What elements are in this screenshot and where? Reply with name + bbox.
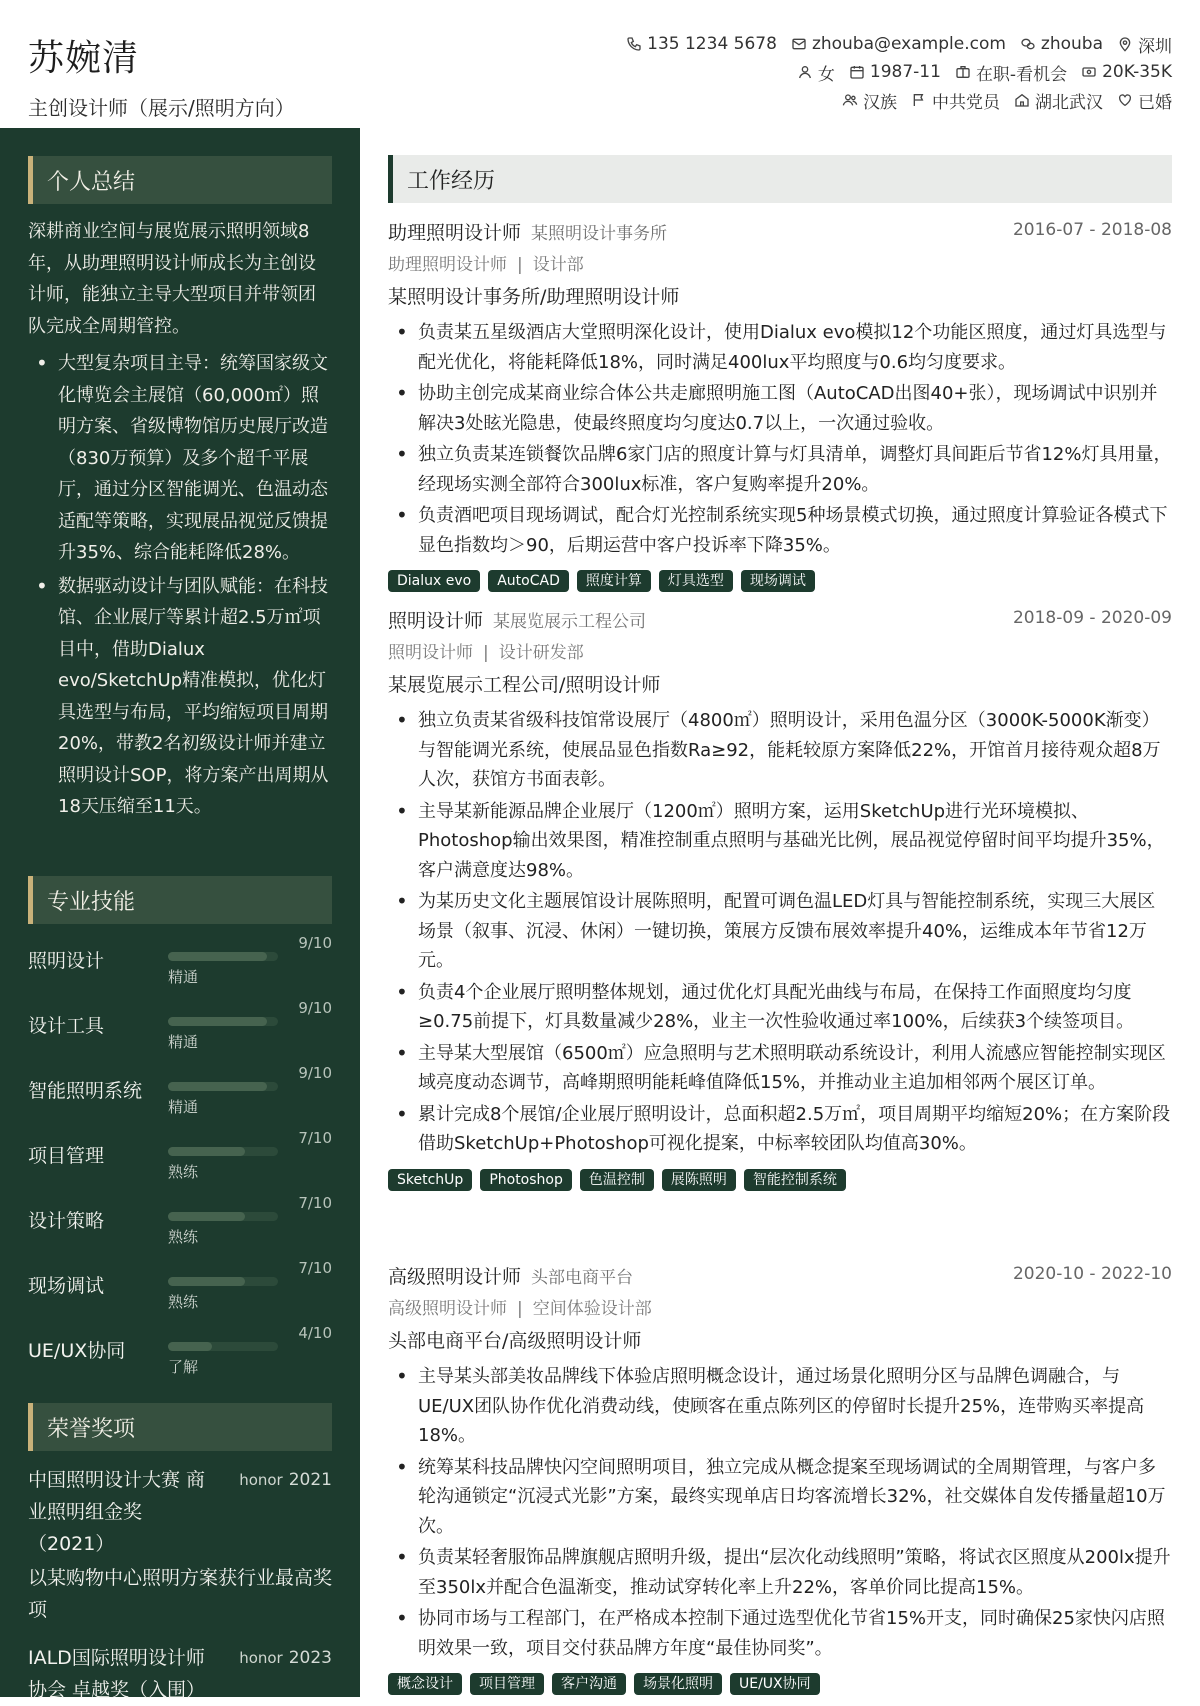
job-role: 照明设计师 <box>388 643 473 663</box>
skill-tag: 概念设计 <box>388 1673 462 1695</box>
job-header <box>388 218 1172 248</box>
job-role: 助理照明设计师 <box>388 255 507 275</box>
award-tag: honor <box>239 1471 283 1489</box>
skill-level: 精通 <box>168 968 199 986</box>
summary-heading: 个人总结 <box>28 156 332 204</box>
summary-point: • 大型复杂项目主导：统筹国家级文化博览会主展馆（60,000㎡）照明方案、省级博物馆历史展厅改造（830万预算）及多个超千平展厅，通过分区智能调光、色温动态适配等策略，实现展品视觉反馈提升35%、综合能耗降低28%。 <box>28 348 332 569</box>
resume-header <box>0 0 1200 128</box>
skill-tag: Dialux evo <box>388 570 480 592</box>
job-company: 某照明设计事务所 <box>531 224 668 244</box>
skill-tag: 场景化照明 <box>634 1673 722 1695</box>
skill-tag: Photoshop <box>480 1169 572 1191</box>
mail-icon <box>791 36 807 52</box>
skill-bar-fill <box>168 1277 245 1286</box>
work-experience-heading: 工作经历 <box>388 155 1172 203</box>
job-bullet: • 负责某五星级酒店大堂照明深化设计，使用Dialux evo模拟12个功能区照度，通过灯具选型与配光优化，将能耗降低18%，同时满足400lux平均照度与0.6均匀度要求。 <box>388 318 1172 377</box>
skill-tag: 色温控制 <box>580 1169 654 1191</box>
skill-tag: 项目管理 <box>470 1673 544 1695</box>
job-bullet: • 独立负责某连锁餐饮品牌6家门店的照度计算与灯具清单，调整灯具间距后节省12%灯具用量，经现场实测全部符合300lux标准，客户复购率提升20%。 <box>388 440 1172 499</box>
skill-bar-fill <box>168 1082 267 1091</box>
job-bullet: • 累计完成8个展馆/企业展厅照明设计，总面积超2.5万㎡，项目周期平均缩短20%；在方案阶段借助SketchUp+Photoshop可视化提案，中标率较团队均值高30%。 <box>388 1100 1172 1159</box>
job-title: 高级照明设计师 <box>388 1266 522 1288</box>
job-header <box>388 606 1172 636</box>
skill-tag: SketchUp <box>388 1169 472 1191</box>
candidate-name: 苏婉清 <box>28 38 140 79</box>
job-bullets <box>388 318 1172 560</box>
party-item <box>911 88 1000 113</box>
job-header <box>388 1262 1172 1292</box>
skill-tag: 客户沟通 <box>552 1673 626 1695</box>
skill-level: 了解 <box>168 1358 199 1376</box>
skill-tag: 照度计算 <box>577 570 651 592</box>
skill-bar <box>168 952 278 961</box>
job-bullet: • 协同市场与工程部门，在严格成本控制下通过选型优化节省15%开支，同时确保25家快闪店照明效果一致，项目交付获品牌方年度“最佳协同奖”。 <box>388 1604 1172 1663</box>
job-tags <box>388 570 1172 592</box>
briefcase-icon <box>955 64 971 80</box>
ethnicity-text: 汉族 <box>863 92 897 113</box>
skill-score: 9/10 <box>298 934 332 952</box>
job-company: 头部电商平台 <box>531 1268 634 1288</box>
status-item <box>955 60 1067 85</box>
job-title: 助理照明设计师 <box>388 222 522 244</box>
job-bullet: • 为某历史文化主题展馆设计展陈照明，配置可调色温LED灯具与智能控制系统，实现三大展区场景（叙事、沉浸、休闲）一键切换，策展方反馈布展效率提升40%，运维成本年节省12万元。 <box>388 887 1172 976</box>
skill-item <box>28 1259 332 1319</box>
job-bullet: • 负责某轻奢服饰品牌旗舰店照明升级，提出“层次化动线照明”策略，将试衣区照度从200lx提升至350lx并配合色温渐变，推动试穿转化率上升22%，客单价同比提高15%。 <box>388 1543 1172 1602</box>
job-bullet: • 负责酒吧项目现场调试，配合灯光控制系统实现5种场景模式切换，通过照度计算验证各模式下显色指数均＞90，后期运营中客户投诉率下降35%。 <box>388 501 1172 560</box>
job-entry <box>388 218 1172 592</box>
location-item <box>1117 32 1172 57</box>
salary-item <box>1081 62 1172 82</box>
skill-tag: 现场调试 <box>741 570 815 592</box>
job-bullet: • 负责4个企业展厅照明整体规划，通过优化灯具配光曲线与布局，在保持工作面照度均匀度≥0.75前提下，灯具数量减少28%，业主一次性验收通过率100%，后续获3个续签项目。 <box>388 978 1172 1037</box>
gender-item <box>797 60 835 85</box>
job-separator: | <box>517 1299 523 1319</box>
skill-score: 7/10 <box>298 1259 332 1277</box>
skill-item <box>28 1129 332 1189</box>
contact-row-1 <box>612 30 1172 58</box>
skill-name: 现场调试 <box>28 1275 105 1297</box>
skill-bar-fill <box>168 1212 245 1221</box>
marital-item <box>1117 88 1172 113</box>
email-item <box>791 34 1006 54</box>
job-org: 某展览展示工程公司/照明设计师 <box>388 674 661 696</box>
wechat-icon <box>1020 36 1036 52</box>
skill-score: 9/10 <box>298 1064 332 1082</box>
award-item <box>28 1642 332 1706</box>
calendar-icon <box>849 64 865 80</box>
award-year: 2021 <box>288 1470 332 1490</box>
skills-heading: 专业技能 <box>28 876 332 924</box>
award-item <box>28 1464 332 1626</box>
skill-level: 熟练 <box>168 1228 199 1246</box>
home-icon <box>1014 92 1030 108</box>
heart-icon <box>1117 92 1133 108</box>
skill-bar <box>168 1147 278 1156</box>
job-bullets <box>388 1362 1172 1663</box>
skill-name: UE/UX协同 <box>28 1340 126 1362</box>
wechat-text: zhouba <box>1040 34 1103 54</box>
award-meta <box>239 1642 332 1674</box>
salary-icon <box>1081 64 1097 80</box>
skill-bar-fill <box>168 1017 267 1026</box>
skill-score: 7/10 <box>298 1129 332 1147</box>
skill-name: 设计工具 <box>28 1015 105 1037</box>
skill-name: 设计策略 <box>28 1210 105 1232</box>
skill-bar <box>168 1082 278 1091</box>
skill-bar-fill <box>168 1342 212 1351</box>
summary-points <box>28 348 332 825</box>
contact-row-3 <box>612 86 1172 114</box>
birth-text: 1987-11 <box>869 62 941 82</box>
job-date: 2020-10 - 2022-10 <box>1012 1264 1172 1284</box>
party-text: 中共党员 <box>932 92 1000 113</box>
skill-tag: AutoCAD <box>488 570 569 592</box>
person-icon <box>797 64 813 80</box>
job-bullet: • 主导某新能源品牌企业展厅（1200㎡）照明方案，运用SketchUp进行光环境模拟、Photoshop输出效果图，精准控制重点照明与基础光比例，展品视觉停留时间平均提升35%，客户满意度达98%。 <box>388 797 1172 886</box>
job-tags <box>388 1169 1172 1191</box>
job-dept-line <box>388 638 1172 668</box>
skill-tag: 智能控制系统 <box>744 1169 846 1191</box>
phone-text: 135 1234 5678 <box>647 34 777 54</box>
job-date: 2018-09 - 2020-09 <box>1012 608 1172 628</box>
skill-score: 4/10 <box>298 1324 332 1342</box>
ethnicity-icon <box>842 92 858 108</box>
skill-item <box>28 1064 332 1124</box>
skill-level: 熟练 <box>168 1163 199 1181</box>
ethnicity-item <box>842 88 897 113</box>
award-meta <box>239 1464 332 1496</box>
hometown-text: 湖北武汉 <box>1035 92 1103 113</box>
job-bullet: • 协助主创完成某商业综合体公共走廊照明施工图（AutoCAD出图40+张），现场调试中识别并解决3处眩光隐患，使最终照度均匀度达0.7以上，一次通过验收。 <box>388 379 1172 438</box>
skill-tag: 展陈照明 <box>662 1169 736 1191</box>
skill-tag: 灯具选型 <box>659 570 733 592</box>
skill-name: 项目管理 <box>28 1145 105 1167</box>
location-text: 深圳 <box>1138 36 1172 57</box>
job-org: 某照明设计事务所/助理照明设计师 <box>388 286 680 308</box>
skill-tag: UE/UX协同 <box>730 1673 820 1695</box>
award-title: 中国照明设计大赛 商业照明组金奖（2021） <box>28 1469 206 1555</box>
job-dept: 设计研发部 <box>498 643 584 663</box>
award-tag: honor <box>239 1649 283 1667</box>
skill-item <box>28 1324 332 1384</box>
skill-score: 9/10 <box>298 999 332 1017</box>
gender-text: 女 <box>817 64 835 85</box>
phone-item <box>626 34 777 54</box>
job-tags <box>388 1673 1172 1695</box>
skill-bar-fill <box>168 952 267 961</box>
job-company: 某展览展示工程公司 <box>493 612 647 632</box>
skill-bar <box>168 1277 278 1286</box>
job-dept-line <box>388 1294 1172 1324</box>
job-entry <box>388 1262 1172 1695</box>
contact-info <box>612 30 1172 114</box>
summary-text: 深耕商业空间与展览展示照明领域8年，从助理照明设计师成长为主创设计师，能独立主导大型项目并带领团队完成全周期管控。 <box>28 221 316 337</box>
salary-text: 20K-35K <box>1102 62 1172 82</box>
skill-score: 7/10 <box>298 1194 332 1212</box>
wechat-item <box>1020 34 1103 54</box>
candidate-subtitle: 主创设计师（展示/照明方向） <box>28 96 295 120</box>
award-year: 2023 <box>288 1648 332 1668</box>
skill-item <box>28 1194 332 1254</box>
skill-bar <box>168 1212 278 1221</box>
status-text: 在职-看机会 <box>975 64 1068 85</box>
job-separator: | <box>483 643 489 663</box>
job-bullet: • 主导某头部美妆品牌线下体验店照明概念设计，通过场景化照明分区与品牌色调融合，与UE/UX团队协作优化消费动线，使顾客在重点陈列区的停留时长提升25%，连带购买率提高18%。 <box>388 1362 1172 1451</box>
location-icon <box>1117 36 1133 52</box>
awards-heading: 荣誉奖项 <box>28 1403 332 1451</box>
job-separator: | <box>517 255 523 275</box>
skill-name: 智能照明系统 <box>28 1080 143 1102</box>
hometown-item <box>1014 88 1103 113</box>
award-title: IALD国际照明设计师协会 卓越奖（入围） <box>28 1647 206 1701</box>
job-date: 2016-07 - 2018-08 <box>1012 220 1172 240</box>
contact-row-2 <box>612 58 1172 86</box>
marital-text: 已婚 <box>1138 92 1172 113</box>
job-dept: 设计部 <box>532 255 584 275</box>
skill-item <box>28 999 332 1059</box>
skill-level: 熟练 <box>168 1293 199 1311</box>
skill-item <box>28 934 332 994</box>
skill-level: 精通 <box>168 1033 199 1051</box>
birth-item <box>849 62 941 82</box>
flag-icon <box>911 92 927 108</box>
phone-icon <box>626 36 642 52</box>
skill-bar <box>168 1017 278 1026</box>
job-title: 照明设计师 <box>388 610 484 632</box>
skill-bar <box>168 1342 278 1351</box>
award-desc: 以某购物中心照明方案获行业最高奖项 <box>28 1567 333 1621</box>
job-role: 高级照明设计师 <box>388 1299 507 1319</box>
sidebar <box>0 128 360 1701</box>
job-dept: 空间体验设计部 <box>532 1299 652 1319</box>
email-text: zhouba@example.com <box>811 34 1006 54</box>
summary-point: • 数据驱动设计与团队赋能：在科技馆、企业展厅等累计超2.5万㎡项目中，借助Dialux evo/SketchUp精准模拟，优化灯具选型与布局，平均缩短项目周期20%，带教2名初级设计师并建立照明设计SOP，将方案产出周期从18天压缩至11天。 <box>28 571 332 823</box>
job-org: 头部电商平台/高级照明设计师 <box>388 1330 642 1352</box>
job-bullet: • 独立负责某省级科技馆常设展厅（4800㎡）照明设计，采用色温分区（3000K-5000K渐变）与智能调光系统，使展品显色指数Ra≥92，能耗较原方案降低22%，开馆首月接待观众超8万人次，获馆方书面表彰。 <box>388 706 1172 795</box>
job-entry <box>388 606 1172 1191</box>
job-bullet: • 统筹某科技品牌快闪空间照明项目，独立完成从概念提案至现场调试的全周期管理，与客户多轮沟通锁定“沉浸式光影”方案，最终实现单店日均客流增长32%，社交媒体自发传播量超10万次。 <box>388 1453 1172 1542</box>
job-bullets <box>388 706 1172 1159</box>
job-bullet: • 主导某大型展馆（6500㎡）应急照明与艺术照明联动系统设计，利用人流感应智能控制实现区域亮度动态调节，高峰期照明能耗峰值降低15%，并推动业主追加相邻两个展区订单。 <box>388 1039 1172 1098</box>
skill-level: 精通 <box>168 1098 199 1116</box>
skill-name: 照明设计 <box>28 950 105 972</box>
skill-bar-fill <box>168 1147 245 1156</box>
job-dept-line <box>388 250 1172 280</box>
